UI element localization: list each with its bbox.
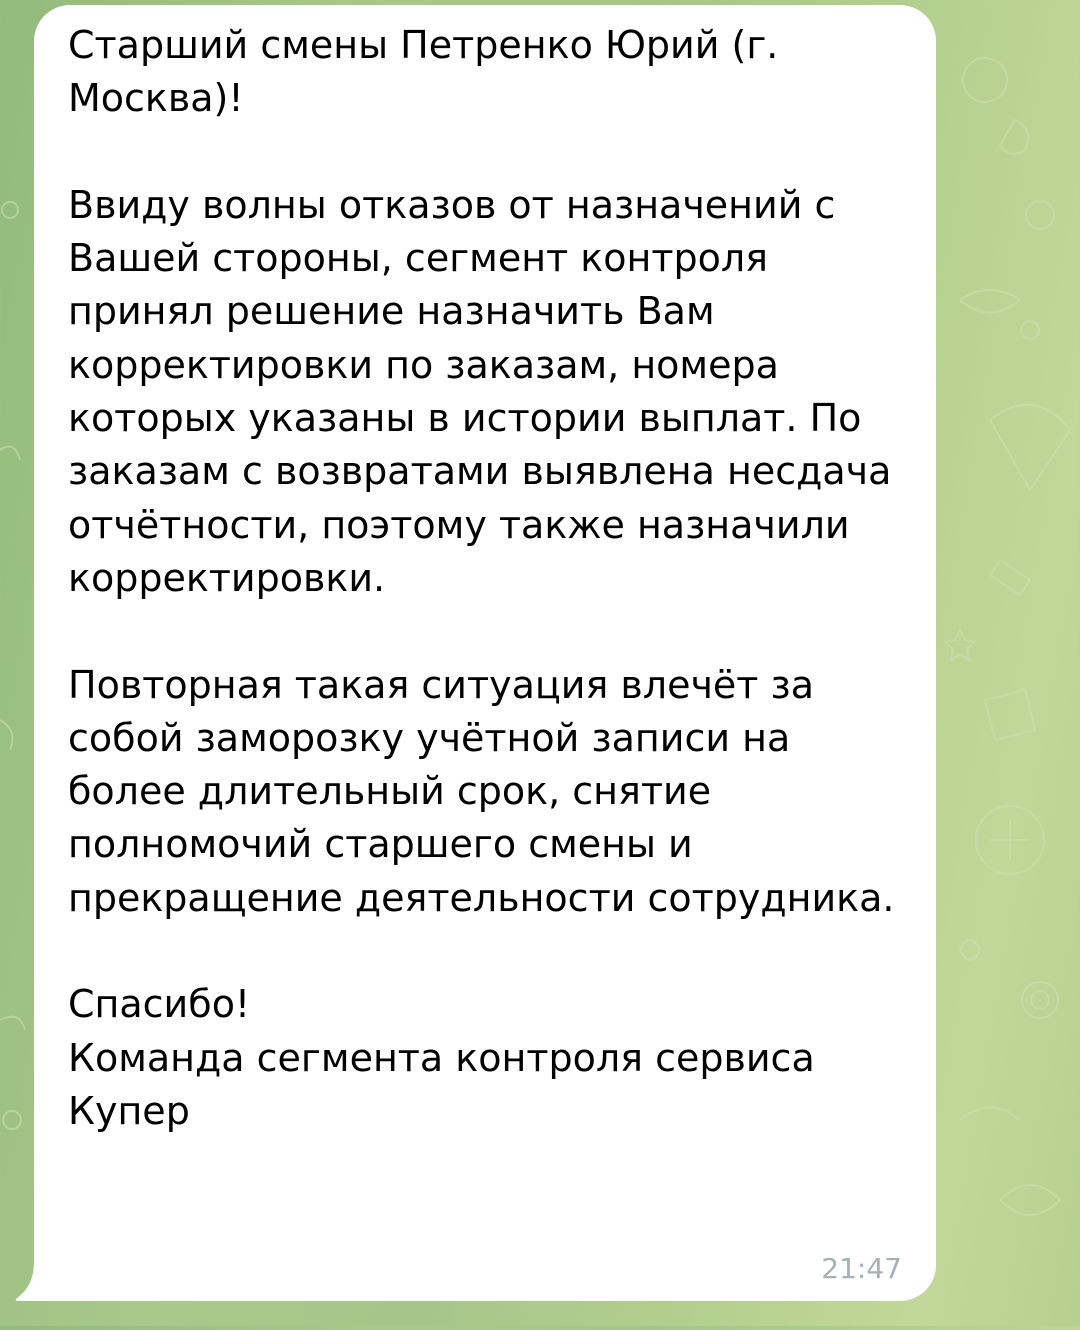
message-timestamp: 21:47: [821, 1252, 902, 1285]
message-text: Старший смены Петренко Юрий (г. Москва)! Ввиду волны отказов от назначений с Вашей стороны, сегмент контроля принял решение назначить Вам корректировки по заказам, номера которых указаны в истории выплат. По заказам с возвратами выявлена несдача отчётности, поэтому также назначили корректировки. Повторная такая ситуация влечёт за собой заморозку учётной записи на более длительный срок, снятие полномочий старшего смены и прекращение деятельности сотрудника. Спасибо! Команда сегмента контроля сервиса Купер: [68, 23, 895, 1133]
message-bubble[interactable]: [34, 5, 936, 1301]
